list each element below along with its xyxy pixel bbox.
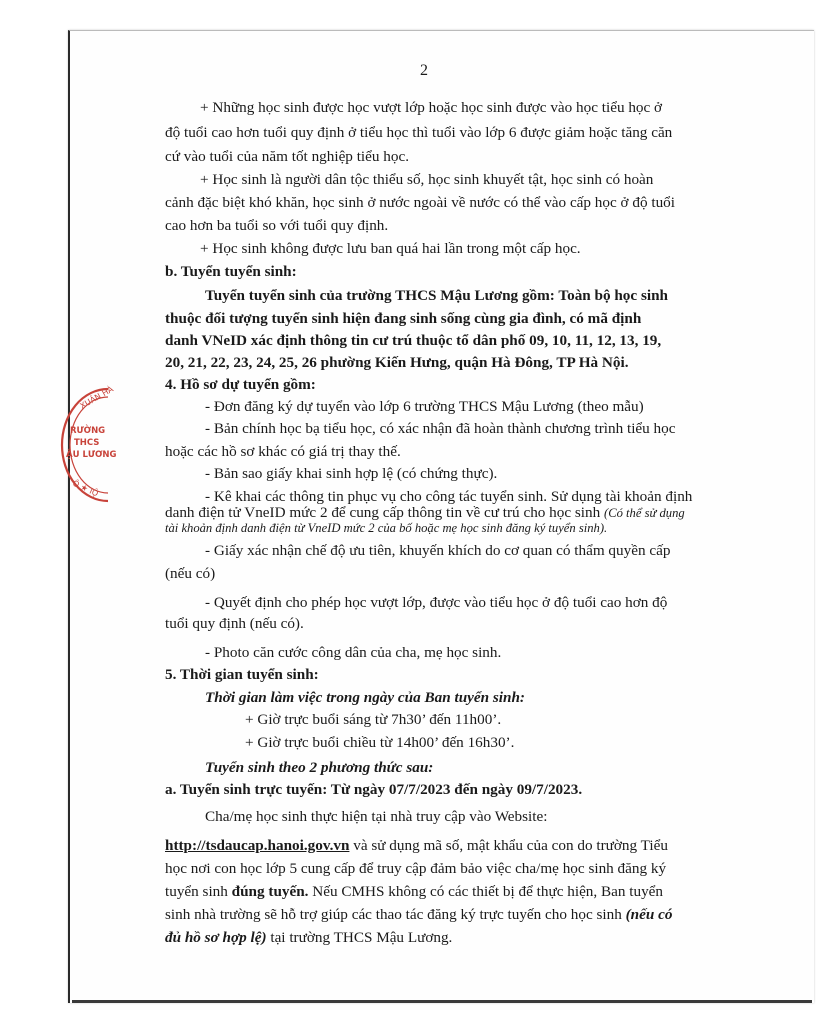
para3: + Học sinh không được lưu ban quá hai lần trong một cấp học. <box>200 240 581 257</box>
para2-line2: cảnh đặc biệt khó khăn, học sinh ở nước ngoài về nước có thể vào cấp học ở độ tuổi <box>165 194 675 211</box>
section-b-line2: thuộc đối tượng tuyển sinh hiện đang sinh sống cùng gia đình, có mã định <box>165 310 642 327</box>
section-b-line3: danh VNeID xác định thông tin cư trú thuộc tổ dân phố 09, 10, 11, 12, 13, 19, <box>165 332 662 349</box>
stamp-line1: RƯỜNG <box>70 426 106 436</box>
para2-line3: cao hơn ba tuổi so với tuổi quy định. <box>165 217 389 234</box>
section-4-item4-line2: danh điện tử VneID mức 2 để cung cấp thông tin về cư trú cho học sinh (Có thể sử dụng <box>165 504 685 521</box>
page-bottom-edge <box>72 1000 812 1003</box>
work-time-heading: Thời gian làm việc trong ngày của Ban tuyển sinh: <box>205 689 525 706</box>
para1-line2: độ tuổi cao hơn tuổi quy định ở tiểu học thì tuổi vào lớp 6 được giảm hoặc tăng căn <box>165 124 673 141</box>
morning-hours: + Giờ trực buổi sáng từ 7h30’ đến 11h00’. <box>245 711 502 728</box>
section-4-item6-line1: - Quyết định cho phép học vượt lớp, được vào tiểu học ở độ tuổi cao hơn độ <box>205 594 668 611</box>
section-b-line4: 20, 21, 22, 23, 24, 25, 26 phường Kiến Hưng, quận Hà Đông, TP Hà Nội. <box>165 354 629 371</box>
online-line3: học nơi con học lớp 5 cung cấp để truy cập đảm bảo việc cha/mẹ học sinh đăng ký <box>165 860 667 877</box>
section-4-heading: 4. Hồ sơ dự tuyển gồm: <box>165 376 316 393</box>
section-4-item4-line3: tài khoản định danh điện từ VneID mức 2 của bố hoặc mẹ học sinh đăng ký tuyển sinh). <box>165 521 608 535</box>
methods-heading: Tuyển sinh theo 2 phương thức sau: <box>205 759 434 776</box>
page-number: 2 <box>420 62 428 79</box>
school-stamp <box>60 384 117 505</box>
section-4-item2-line2: hoặc các hồ sơ khác có giá trị thay thế. <box>165 443 401 460</box>
section-b-line1: Tuyển tuyển sinh của trường THCS Mậu Lương gồm: Toàn bộ học sinh <box>205 287 668 304</box>
section-5-heading: 5. Thời gian tuyển sinh: <box>165 666 319 683</box>
para1-line1: + Những học sinh được học vượt lớp hoặc học sinh được vào học tiểu học ở <box>200 99 663 116</box>
online-heading: a. Tuyển sinh trực tuyến: Từ ngày 07/7/2023 đến ngày 09/7/2023. <box>165 781 583 798</box>
website-link[interactable]: http://tsdaucap.hanoi.gov.vn <box>165 837 350 854</box>
online-line1: Cha/mẹ học sinh thực hiện tại nhà truy cập vào Website: <box>205 808 548 825</box>
section-4-item5-line1: - Giấy xác nhận chế độ ưu tiên, khuyến khích do cơ quan có thẩm quyền cấp <box>205 542 671 559</box>
stamp-top-text: XUÂN HÀ <box>78 384 115 411</box>
section-4-item3: - Bản sao giấy khai sinh hợp lệ (có chứng thực). <box>205 465 498 482</box>
section-4-item4-line1: - Kê khai các thông tin phục vụ cho công tác tuyển sinh. Sử dụng tài khoản định <box>205 488 693 505</box>
online-line5: sinh nhà trường sẽ hỗ trợ giúp các thao tác đăng ký trực tuyến cho học sinh (nếu có <box>165 906 673 923</box>
stamp-bottom-text: Ô ★ IỘ <box>71 478 100 499</box>
para1-line3: cứ vào tuổi của năm tốt nghiệp tiểu học. <box>165 148 409 165</box>
section-4-item2-line1: - Bản chính học bạ tiểu học, có xác nhận đã hoàn thành chương trình tiểu học <box>205 420 676 437</box>
stamp-line3: ẬU LƯƠNG <box>66 450 117 460</box>
para2-line1: + Học sinh là người dân tộc thiểu số, học sinh khuyết tật, học sinh có hoàn <box>200 171 654 188</box>
section-4-item5-line2: (nếu có) <box>165 565 216 582</box>
section-4-item6-line2: tuổi quy định (nếu có). <box>165 615 304 632</box>
online-line2: http://tsdaucap.hanoi.gov.vn và sử dụng mã số, mật khẩu của con do trường Tiểu <box>165 837 668 854</box>
section-4-item1: - Đơn đăng ký dự tuyển vào lớp 6 trường THCS Mậu Lương (theo mẫu) <box>205 398 644 415</box>
section-4-item7: - Photo căn cước công dân của cha, mẹ học sinh. <box>205 644 502 661</box>
section-b-heading: b. Tuyển tuyển sinh: <box>165 263 297 280</box>
online-line4: tuyển sinh đúng tuyến. Nếu CMHS không có các thiết bị để thực hiện, Ban tuyển <box>165 883 664 900</box>
stamp-line2: THCS <box>74 438 100 448</box>
afternoon-hours: + Giờ trực buổi chiều từ 14h00’ đến 16h30’. <box>245 734 515 751</box>
online-line6: đủ hồ sơ hợp lệ) tại trường THCS Mậu Lương. <box>165 929 453 946</box>
